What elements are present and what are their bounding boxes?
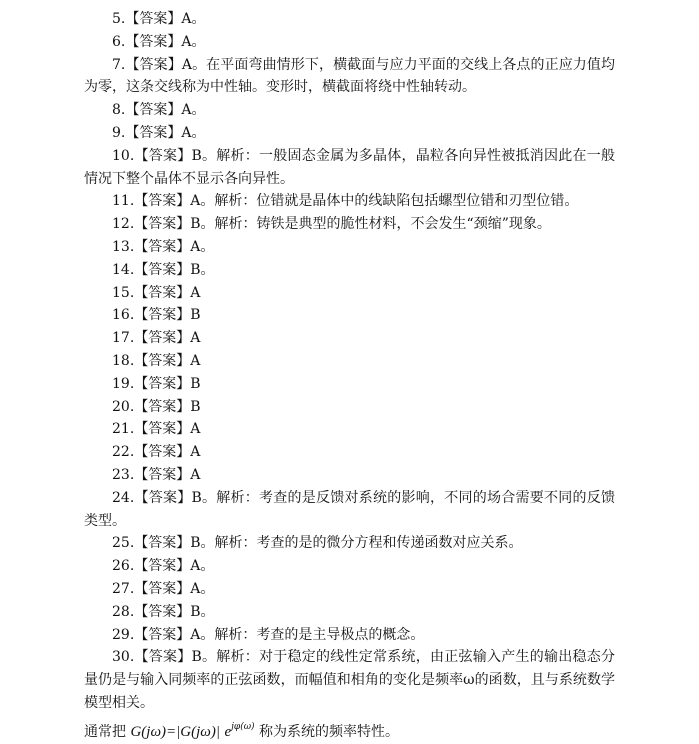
answer-text: 【答案】A (134, 444, 201, 461)
answer-number: 30. (112, 649, 135, 666)
answer-text: 【答案】A。 (125, 11, 206, 27)
answer-text: 【答案】B。 (134, 261, 215, 278)
answer-text: 【答案】B (134, 398, 201, 415)
answer-text: 【答案】A。 (125, 102, 206, 119)
answer-number: 12. (112, 216, 135, 233)
answer-text: 【答案】A。在平面弯曲情形下，横截面与应力平面的交线上各点的正应力值均为零，这条交线称为中性轴。变形时，横截面将绕中性轴转动。 (84, 56, 615, 96)
answer-entry (0, 555, 699, 578)
answer-number: 20. (112, 398, 135, 415)
answer-entry (0, 396, 699, 419)
answer-number: 10. (112, 147, 135, 164)
answer-text: 【答案】B。解析：考查的是反馈对系统的影响，不同的场合需要不同的反馈类型。 (84, 489, 615, 529)
answer-number: 13. (112, 238, 135, 255)
answer-number: 21. (112, 421, 135, 438)
answer-entry (0, 213, 699, 236)
answer-entry (0, 236, 699, 259)
answer-text: 【答案】A。 (125, 124, 206, 141)
answer-text: 【答案】A。 (125, 33, 206, 50)
answer-number: 23. (112, 466, 135, 483)
answer-text: 【答案】B。解析：考查的是的微分方程和传递函数对应关系。 (134, 535, 523, 552)
answer-entry (0, 441, 699, 464)
answer-entry (0, 624, 699, 647)
answer-entry (0, 122, 699, 145)
answer-text: 【答案】A (134, 421, 201, 438)
answer-number: 19. (112, 375, 135, 392)
answer-number: 14. (112, 261, 135, 278)
answer-text: 【答案】A (134, 284, 201, 301)
answer-number: 5. (112, 11, 126, 27)
answer-number: 29. (112, 626, 135, 643)
answer-number: 22. (112, 444, 135, 461)
answer-number: 25. (112, 535, 135, 552)
answer-number: 27. (112, 580, 135, 597)
final-line-suffix: 称为系统的频率特性。 (259, 723, 400, 740)
answer-number: 26. (112, 558, 135, 575)
answer-text: 【答案】A。解析：位错就是晶体中的线缺陷包括螺型位错和刃型位错。 (134, 193, 579, 210)
answer-text: 【答案】A (134, 466, 201, 483)
answer-entry (0, 578, 699, 601)
final-line-prefix: 通常把 (84, 723, 126, 740)
answer-text: 【答案】B。解析：对于稳定的线性定常系统，由正弦输入产生的输出稳态分量仍是与输入同频率的正弦函数，而幅值和相角的变化是频率ω的函数，且与系统数学模型相关。 (84, 649, 615, 711)
answer-text: 【答案】A。 (134, 580, 215, 597)
answer-entry (0, 327, 699, 350)
answer-text: 【答案】B。解析：一般固态金属为多晶体，晶粒各向异性被抵消因此在一般情况下整个晶体不显示各向异性。 (84, 147, 615, 187)
answer-number: 8. (112, 102, 126, 119)
answer-number: 16. (112, 307, 135, 324)
answer-entry (0, 418, 699, 441)
frequency-characteristic-line (0, 715, 699, 744)
answer-number: 7. (112, 56, 126, 73)
answer-text: 【答案】B。 (134, 603, 215, 620)
answer-entry (0, 601, 699, 624)
answer-number: 9. (112, 124, 126, 141)
answer-entry (0, 190, 699, 213)
answer-entry (0, 646, 699, 714)
answer-entry (0, 99, 699, 122)
answer-number: 15. (112, 284, 135, 301)
answer-number: 28. (112, 603, 135, 620)
answer-text: 【答案】A (134, 330, 201, 347)
answer-entry (0, 145, 699, 191)
answer-entry (0, 304, 699, 327)
answer-text: 【答案】A (134, 352, 201, 369)
answer-entry (0, 282, 699, 305)
answer-text: 【答案】A。解析：考查的是主导极点的概念。 (134, 626, 425, 643)
answer-number: 24. (112, 489, 135, 506)
answer-entry (0, 350, 699, 373)
answer-text: 【答案】B。解析：铸铁是典型的脆性材料，不会发生“颈缩”现象。 (134, 216, 551, 233)
answer-text: 【答案】B (134, 375, 201, 392)
answer-number: 6. (112, 33, 126, 50)
answer-entry (0, 532, 699, 555)
answer-entry (0, 487, 699, 533)
answer-entry (0, 31, 699, 54)
formula-left: G(jω)=|G(jω)| (130, 723, 220, 740)
answer-number: 18. (112, 352, 135, 369)
answer-entry (0, 54, 699, 100)
answer-entry (0, 259, 699, 282)
answer-entry (0, 464, 699, 487)
answer-number: 11. (112, 193, 135, 210)
answer-number: 17. (112, 330, 135, 347)
answer-entry (0, 8, 699, 31)
formula-base: e (224, 723, 232, 740)
answer-entry (0, 373, 699, 396)
answer-text: 【答案】A。 (134, 558, 215, 575)
formula-exponent: jφ(ω) (231, 721, 255, 732)
answer-list (0, 8, 699, 715)
answer-text: 【答案】A。 (134, 238, 215, 255)
answer-text: 【答案】B (134, 307, 201, 324)
